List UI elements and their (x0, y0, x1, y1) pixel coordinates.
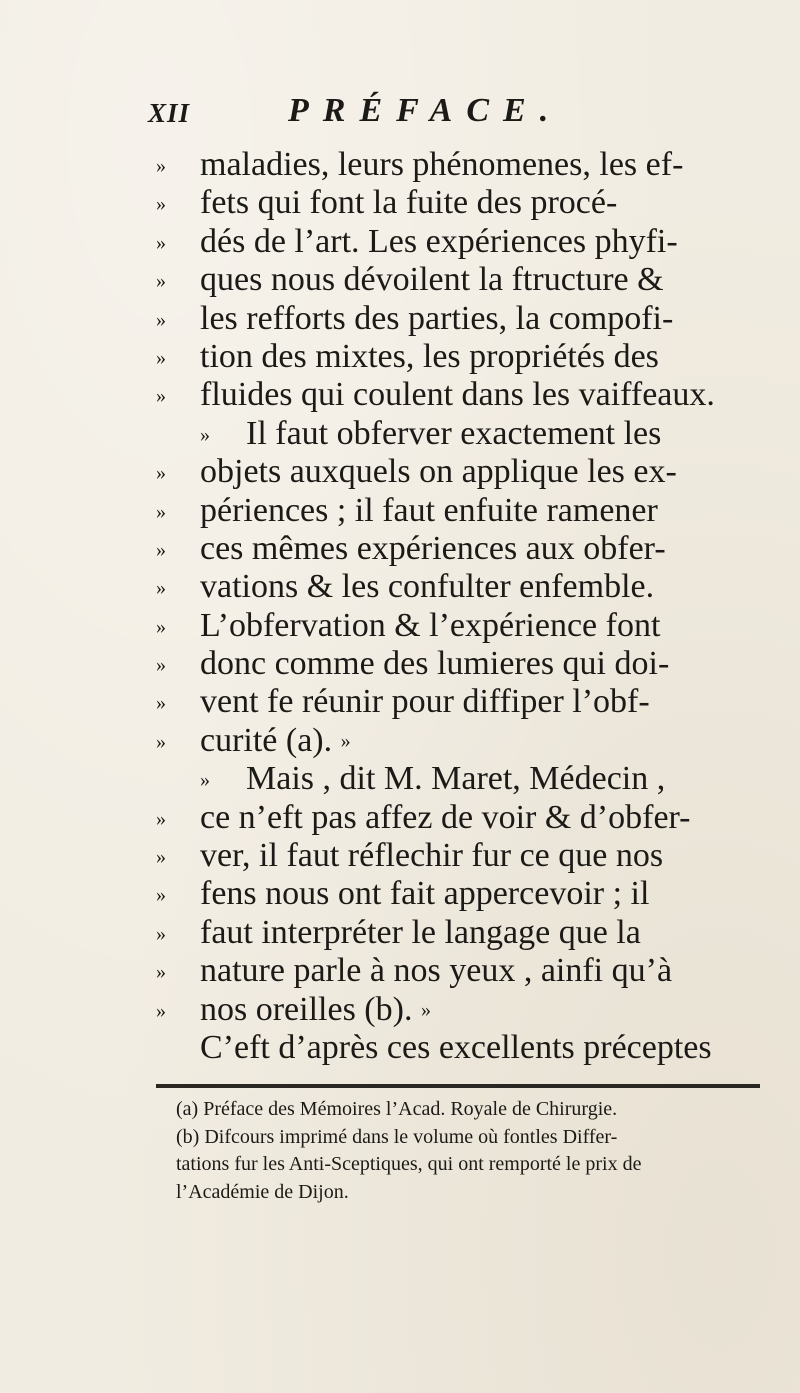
line-text: ces mêmes expériences aux obfer- (200, 529, 666, 567)
text-line (156, 645, 776, 683)
closing-quote-marker: » (420, 998, 431, 1021)
quote-marker: » (156, 807, 166, 830)
text-line (156, 799, 776, 837)
line-text: faut interpréter le langage que la (200, 913, 641, 951)
quote-marker: » (156, 308, 166, 331)
quote-marker: » (156, 922, 166, 945)
line-text: fets qui font la fuite des procé- (200, 184, 618, 222)
footnote-b-line-2: tations fur les Anti-Sceptiques, qui ont remporté le prix de (176, 1153, 642, 1175)
quote-marker: » (200, 769, 210, 792)
footnotes (176, 1096, 756, 1206)
quote-marker: » (156, 538, 166, 561)
text-line (156, 261, 776, 299)
text-line (156, 837, 776, 875)
text-line (156, 530, 776, 568)
text-line (156, 991, 776, 1029)
text-line (156, 453, 776, 491)
text-line (156, 338, 776, 376)
line-text: fens nous ont fait appercevoir ; il (200, 875, 650, 913)
quote-marker: » (156, 500, 166, 523)
text-line (156, 607, 776, 645)
text-line (156, 683, 776, 721)
line-text: ce n’eft pas affez de voir & d’obfer- (200, 798, 691, 836)
quote-marker: » (156, 615, 166, 638)
line-text: curité (a). (200, 721, 333, 759)
quote-marker: » (156, 462, 166, 485)
line-text: L’obfervation & l’expérience font (200, 606, 661, 644)
line-text: ver, il faut réflechir fur ce que nos (200, 837, 664, 875)
text-line (156, 376, 776, 414)
quote-marker: » (156, 884, 166, 907)
quote-marker: » (156, 270, 166, 293)
line-text: les refforts des parties, la compofi- (200, 299, 674, 337)
line-text: C’eft d’après ces excellents préceptes (200, 1028, 712, 1066)
text-line (156, 722, 776, 760)
footnote-a: (a) Préface des Mémoires l’Acad. Royale de Chirurgie. (176, 1098, 618, 1120)
text-line (156, 146, 776, 184)
quote-marker: » (156, 654, 166, 677)
quote-marker: » (156, 346, 166, 369)
footnote-b-line-3: l’Académie de Dijon. (176, 1180, 349, 1203)
line-text: nos oreilles (b). (200, 990, 413, 1028)
line-text: Mais , dit M. Maret, Médecin , (246, 760, 666, 798)
quote-marker: » (156, 692, 166, 715)
line-text: dés de l’art. Les expériences phyfi- (200, 222, 678, 260)
line-text: donc comme des lumieres qui doi- (200, 645, 670, 683)
body-text (156, 146, 776, 1067)
quote-marker: » (156, 385, 166, 408)
quote-marker: » (156, 961, 166, 984)
quote-marker: » (156, 231, 166, 254)
quote-marker: » (156, 193, 166, 216)
text-line (156, 415, 776, 453)
footnote-rule (156, 1084, 760, 1088)
line-text: vent fe réunir pour diffiper l’obf- (200, 683, 650, 721)
line-text: maladies, leurs phénomenes, les ef- (200, 146, 684, 183)
text-line (156, 568, 776, 606)
quote-marker: » (156, 730, 166, 753)
line-text: Il faut obferver exactement les (246, 414, 662, 452)
footnote-b-line-1: (b) Difcours imprimé dans le volume où fontles Differ- (176, 1125, 618, 1148)
line-text: vations & les confulter enfemble. (200, 568, 655, 606)
line-text: objets auxquels on applique les ex- (200, 453, 677, 491)
line-text: ques nous dévoilent la ftructure & (200, 261, 664, 299)
text-line (156, 952, 776, 990)
text-line (156, 492, 776, 530)
line-text: tion des mixtes, les propriétés des (200, 337, 659, 375)
quote-marker: » (200, 423, 210, 446)
page-number: XII (148, 98, 191, 128)
quote-marker: » (156, 999, 166, 1022)
text-line (156, 875, 776, 913)
text-line (156, 1029, 776, 1067)
text-line (156, 223, 776, 261)
text-line (156, 300, 776, 338)
text-line (156, 760, 776, 798)
quote-marker: » (156, 846, 166, 869)
line-text: périences ; il faut enfuite ramener (200, 491, 658, 529)
text-line (156, 184, 776, 222)
page-header (148, 92, 568, 132)
quote-marker: » (156, 577, 166, 600)
line-text: nature parle à nos yeux , ainfi qu’à (200, 952, 673, 990)
line-text: fluides qui coulent dans les vaiffeaux. (200, 376, 715, 414)
quote-marker: » (156, 155, 166, 177)
running-title: PRÉFACE. (288, 92, 563, 129)
closing-quote-marker: » (340, 729, 351, 752)
text-line (156, 914, 776, 952)
